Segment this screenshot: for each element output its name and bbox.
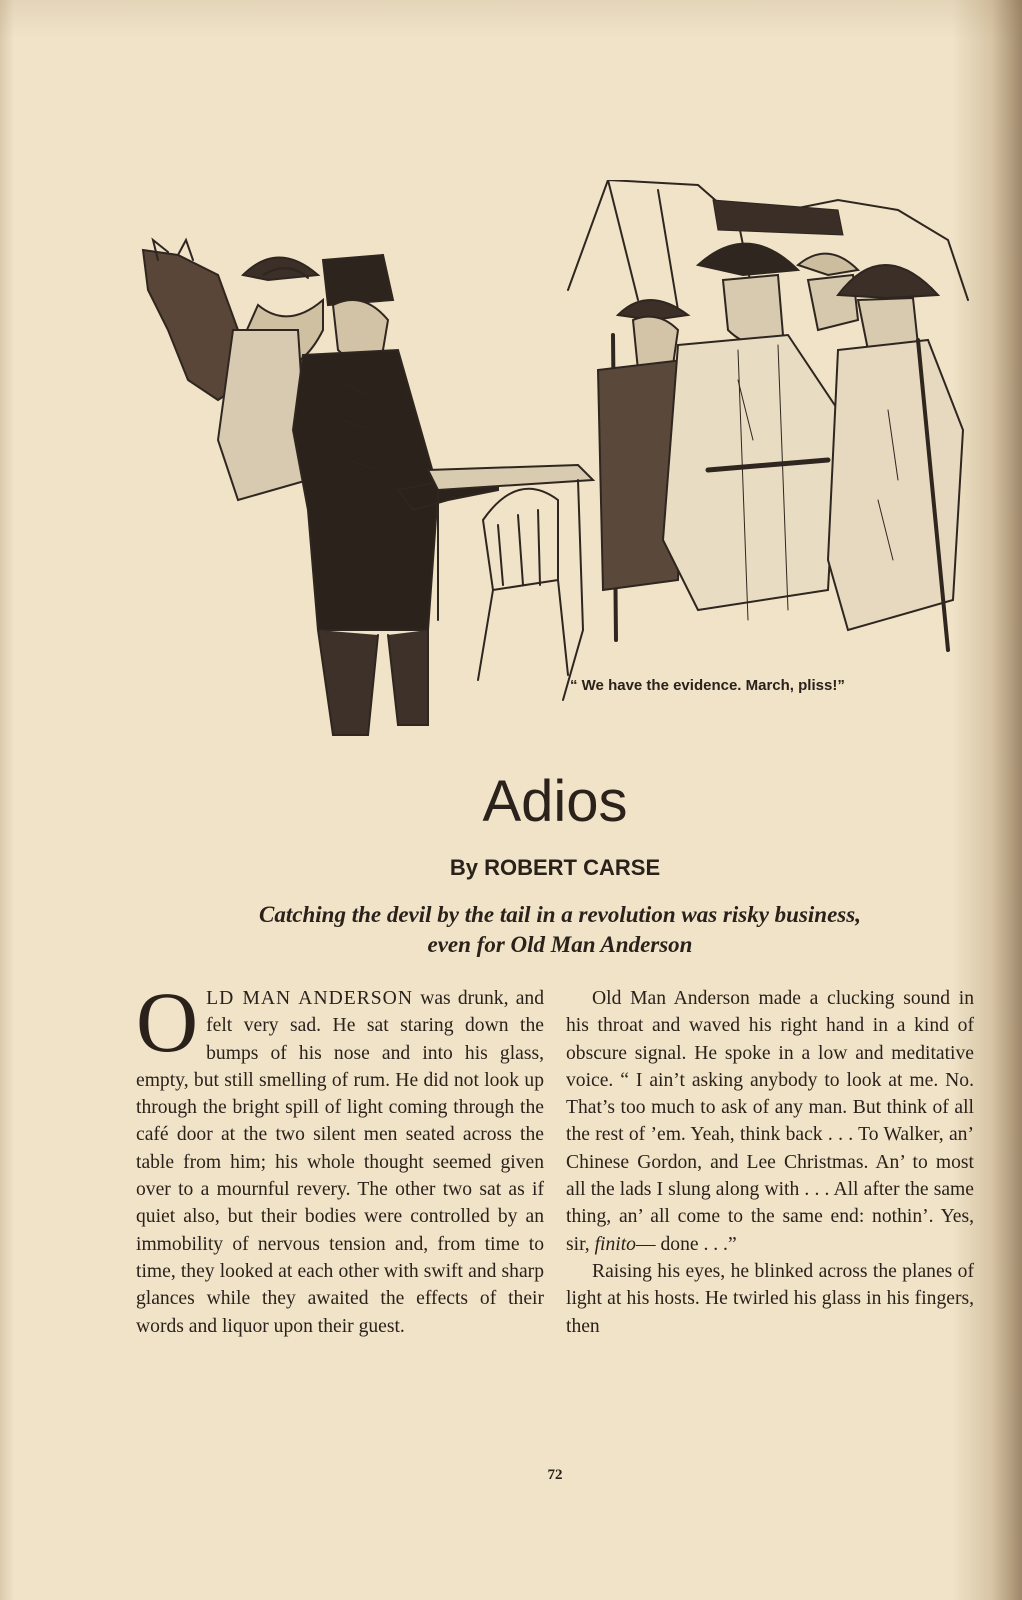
deck-line-2: even for Old Man Anderson [427,932,693,957]
dialogue-paragraph [566,985,974,1258]
illustration-caption: “ We have the evidence. March, pliss!” [570,677,845,694]
continuation-paragraph: Raising his eyes, he blinked across the planes of light at his hosts. He twirled his glass in his fingers, then [566,1260,974,1337]
story-illustration [138,180,980,750]
opening-paragraph [136,974,544,1340]
left-column [136,974,544,1340]
italic-word: finito [594,1233,636,1255]
author-byline: By ROBERT CARSE [449,855,661,880]
deck-line-1: Catching the devil by the tail in a revolution was risky business, [259,902,861,927]
lead-caps: LD MAN ANDERSON [206,988,413,1009]
opening-paragraph-text: was drunk, and felt very sad. He sat staring down the bumps of his nose and into his glass, empty, but still smelling of rum. He did not look up through the bright spill of light coming through the café door at the two silent men seated across the table from him; his whole thought seemed given over to a mournful revery. The other two sat as if quiet also, but their bodies were controlled by an immobility of nervous tension and, from time to time, they looked at each other with swift and sharp glances while they awaited the effects of their words and liquor upon their guest. [136,988,544,1337]
story-deck [140,900,980,960]
drop-cap: O [136,974,199,1070]
right-column [566,985,974,1340]
illustration-drawing [138,180,980,750]
story-title: Adios [482,769,628,834]
dialogue-text: Old Man Anderson made a clucking sound in his throat and waved his right hand in a kind of obscure signal. He spoke in a low and meditative voice. “ I ain’t asking anybody to look at me. No. That’s too much to ask of any man. But think of all the rest of ’em. Yeah, think back . . . To Walker, an’ Chinese Gordon, and Lee Christmas. An’ to most all the lads I slung along with . . . All after the same thing, an’ all come to the same end: nothin’. Yes, sir, [566,988,974,1255]
page-number: 72 [547,1467,563,1483]
dialogue-ending: — done . . .” [635,1233,737,1255]
